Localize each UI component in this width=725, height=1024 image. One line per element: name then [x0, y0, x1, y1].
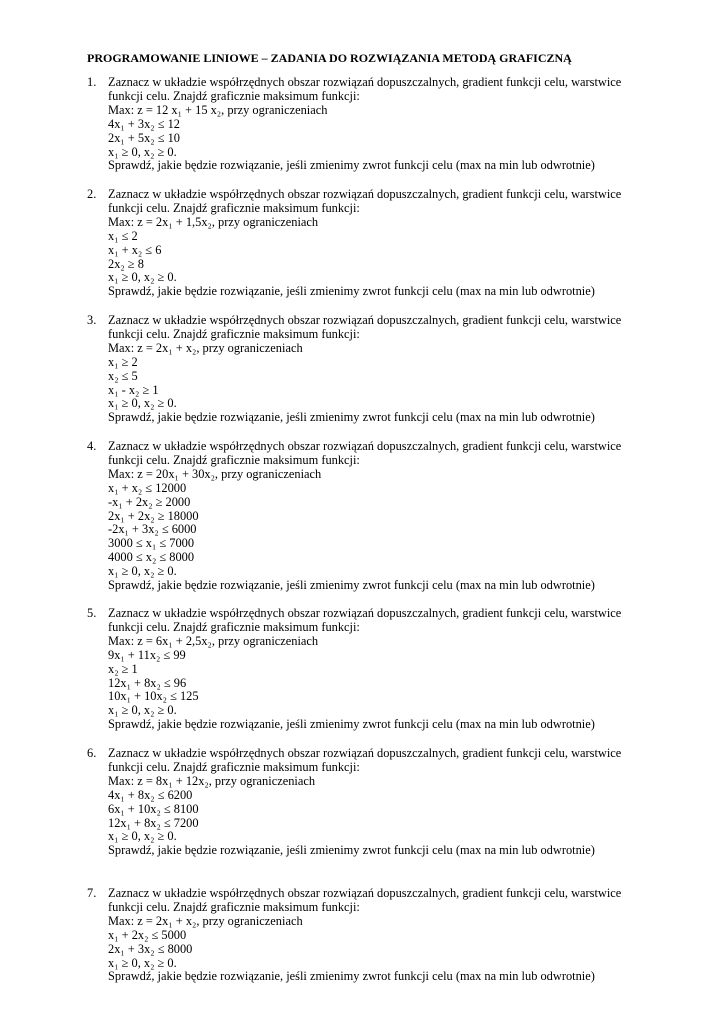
constraint: x₂ ≥ 1 [108, 661, 138, 676]
problem-number: 2. [87, 187, 97, 201]
objective-function: Max: z = 20x₁ + 30x₂, przy ograniczeniach [108, 466, 322, 481]
constraint: x₁ ≤ 2 [108, 228, 138, 243]
problem-question: Sprawdź, jakie będzie rozwiązanie, jeśli zmienimy zwrot funkcji celu (max na min lub odwrotnie) [108, 969, 595, 984]
problem-intro-line: funkcji celu. Znajdź graficznie maksimum funkcji: [108, 200, 360, 215]
problem-question: Sprawdź, jakie będzie rozwiązanie, jeśli zmienimy zwrot funkcji celu (max na min lub odwrotnie) [108, 717, 595, 732]
constraint: x₁ ≥ 0, x₂ ≥ 0. [108, 396, 177, 411]
constraint: 4x₁ + 8x₂ ≤ 6200 [108, 787, 193, 802]
problem-intro-line: funkcji celu. Znajdź graficznie maksimum funkcji: [108, 619, 360, 634]
problem-number: 6. [87, 746, 97, 760]
objective-function: Max: z = 8x₁ + 12x₂, przy ograniczeniach [108, 773, 316, 788]
constraint: x₁ + x₂ ≤ 6 [108, 242, 162, 257]
constraint: 6x₁ + 10x₂ ≤ 8100 [108, 801, 199, 816]
problem-intro-line: Zaznacz w układzie współrzędnych obszar rozwiązań dopuszczalnych, gradient funkcji celu, warstwice [108, 75, 622, 89]
problem-intro-line: Zaznacz w układzie współrzędnych obszar rozwiązań dopuszczalnych, gradient funkcji celu, warstwice [108, 886, 622, 900]
objective-function: Max: z = 2x₁ + x₂, przy ograniczeniach [108, 340, 303, 355]
constraint: 2x₂ ≥ 8 [108, 256, 144, 271]
constraint: 4000 ≤ x₂ ≤ 8000 [108, 550, 195, 565]
objective-function: Max: z = 6x₁ + 2,5x₂, przy ograniczeniach [108, 633, 319, 648]
constraint: 12x₁ + 8x₂ ≤ 7200 [108, 815, 199, 830]
problem-intro-line: Zaznacz w układzie współrzędnych obszar rozwiązań dopuszczalnych, gradient funkcji celu, warstwice [108, 606, 622, 620]
problem-question: Sprawdź, jakie będzie rozwiązanie, jeśli zmienimy zwrot funkcji celu (max na min lub odwrotnie) [108, 578, 595, 593]
constraint: 12x₁ + 8x₂ ≤ 96 [108, 675, 187, 690]
problem-intro-line: Zaznacz w układzie współrzędnych obszar rozwiązań dopuszczalnych, gradient funkcji celu, warstwice [108, 439, 622, 453]
problem-intro-line: funkcji celu. Znajdź graficznie maksimum funkcji: [108, 88, 360, 103]
problem-number: 4. [87, 439, 97, 453]
constraint: 2x₁ + 3x₂ ≤ 8000 [108, 941, 193, 956]
constraint: 10x₁ + 10x₂ ≤ 125 [108, 689, 199, 704]
document-title: PROGRAMOWANIE LINIOWE – ZADANIA DO ROZWIĄZANIA METODĄ GRAFICZNĄ [87, 51, 572, 65]
problem-intro-line: Zaznacz w układzie współrzędnych obszar rozwiązań dopuszczalnych, gradient funkcji celu, warstwice [108, 187, 622, 201]
problem-question: Sprawdź, jakie będzie rozwiązanie, jeśli zmienimy zwrot funkcji celu (max na min lub odwrotnie) [108, 410, 595, 425]
problem-intro-line: Zaznacz w układzie współrzędnych obszar rozwiązań dopuszczalnych, gradient funkcji celu, warstwice [108, 746, 622, 760]
constraint: -2x₁ + 3x₂ ≤ 6000 [108, 522, 197, 537]
constraint: x₁ ≥ 0, x₂ ≥ 0. [108, 270, 177, 285]
constraint: x₁ + x₂ ≤ 12000 [108, 480, 187, 495]
problem-number: 3. [87, 313, 97, 327]
constraint: x₂ ≤ 5 [108, 368, 138, 383]
constraint: x₁ + 2x₂ ≤ 5000 [108, 927, 187, 942]
constraint: x₁ ≥ 0, x₂ ≥ 0. [108, 829, 177, 844]
problem-question: Sprawdź, jakie będzie rozwiązanie, jeśli zmienimy zwrot funkcji celu (max na min lub odwrotnie) [108, 284, 595, 299]
constraint: 4x₁ + 3x₂ ≤ 12 [108, 116, 180, 131]
constraint: 2x₁ + 2x₂ ≥ 18000 [108, 508, 199, 523]
objective-function: Max: z = 12 x₁ + 15 x₂, przy ograniczeniach [108, 102, 328, 117]
constraint: x₁ - x₂ ≥ 1 [108, 382, 159, 397]
constraint: 3000 ≤ x₁ ≤ 7000 [108, 536, 195, 551]
constraint: 2x₁ + 5x₂ ≤ 10 [108, 130, 180, 145]
problem-intro-line: funkcji celu. Znajdź graficznie maksimum funkcji: [108, 452, 360, 467]
constraint: x₁ ≥ 2 [108, 354, 138, 369]
problem-number: 7. [87, 886, 97, 900]
constraint: 9x₁ + 11x₂ ≤ 99 [108, 647, 186, 662]
problem-intro-line: Zaznacz w układzie współrzędnych obszar rozwiązań dopuszczalnych, gradient funkcji celu, warstwice [108, 313, 622, 327]
constraint: -x₁ + 2x₂ ≥ 2000 [108, 494, 191, 509]
problem-number: 1. [87, 75, 97, 89]
constraint: x₁ ≥ 0, x₂ ≥ 0. [108, 144, 177, 159]
problem-intro-line: funkcji celu. Znajdź graficznie maksimum funkcji: [108, 759, 360, 774]
problem-number: 5. [87, 606, 97, 620]
problem-intro-line: funkcji celu. Znajdź graficznie maksimum funkcji: [108, 899, 360, 914]
constraint: x₁ ≥ 0, x₂ ≥ 0. [108, 955, 177, 970]
problem-question: Sprawdź, jakie będzie rozwiązanie, jeśli zmienimy zwrot funkcji celu (max na min lub odwrotnie) [108, 843, 595, 858]
objective-function: Max: z = 2x₁ + 1,5x₂, przy ograniczeniach [108, 214, 319, 229]
problem-intro-line: funkcji celu. Znajdź graficznie maksimum funkcji: [108, 326, 360, 341]
constraint: x₁ ≥ 0, x₂ ≥ 0. [108, 564, 177, 579]
constraint: x₁ ≥ 0, x₂ ≥ 0. [108, 703, 177, 718]
objective-function: Max: z = 2x₁ + x₂, przy ograniczeniach [108, 913, 303, 928]
problem-question: Sprawdź, jakie będzie rozwiązanie, jeśli zmienimy zwrot funkcji celu (max na min lub odwrotnie) [108, 158, 595, 173]
